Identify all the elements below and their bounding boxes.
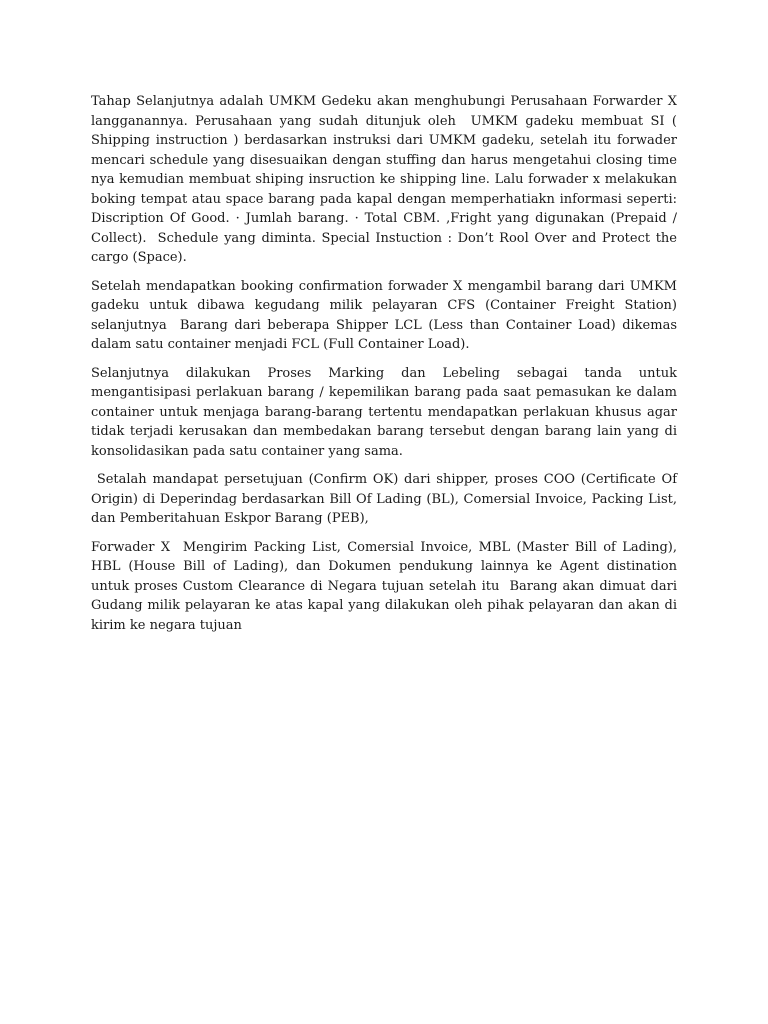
paragraph-5: Forwader X Mengirim Packing List, Comersial Invoice, MBL (Master Bill of Lading), HBL (House Bill of Lading), dan Dokumen pendukung lainnya ke Agent distination untuk proses Custom Clearance di Negara tujuan setelah itu Barang akan dimuat dari Gudang milik pelayaran ke atas kapal yang dilakukan oleh pihak pelayaran dan akan di kirim ke negara tujuan [91,539,682,633]
paragraph-3: Selanjutnya dilakukan Proses Marking dan Lebeling sebagai tanda untuk mengantisipasi perlakuan barang / kepemilikan barang pada saat pemasukan ke dalam container untuk menjaga barang-barang tertentu mendapatkan perlakuan khusus agar tidak terjadi kerusakan dan membedakan barang tersebut dengan barang lain yang di konsolidasikan pada satu container yang sama. [91,365,682,459]
document-body [91,92,682,644]
paragraph-4: Setalah mandapat persetujuan (Confirm OK) dari shipper, proses COO (Certificate Of Origin) di Deperindag berdasarkan Bill Of Lading (BL), Comersial Invoice, Packing List, dan Pemberitahuan Eskpor Barang (PEB), [91,472,682,526]
paragraph-1: Tahap Selanjutnya adalah UMKM Gedeku akan menghubungi Perusahaan Forwarder X langganannya. Perusahaan yang sudah ditunjuk oleh UMKM gadeku membuat SI ( Shipping instruction ) berdasarkan instruksi dari UMKM gadeku, setelah itu forwader mencari schedule yang disesuaikan dengan stuffing dan harus mengetahui closing time nya kemudian membuat shiping insruction ke shipping line. Lalu forwader x melakukan boking tempat atau space barang pada kapal dengan memperhatiakn informasi seperti: Discription Of Good. · Jumlah barang. · Total CBM. ,Fright yang digunakan (Prepaid / Collect). Schedule yang diminta. Special Instuction : Don’t Rool Over and Protect the cargo (Space). [91,94,682,265]
paragraph-2: Setelah mendapatkan booking confirmation forwader X mengambil barang dari UMKM gadeku untuk dibawa kegudang milik pelayaran CFS (Container Freight Station) selanjutnya Barang dari beberapa Shipper LCL (Less than Container Load) dikemas dalam satu container menjadi FCL (Full Container Load). [91,278,682,352]
